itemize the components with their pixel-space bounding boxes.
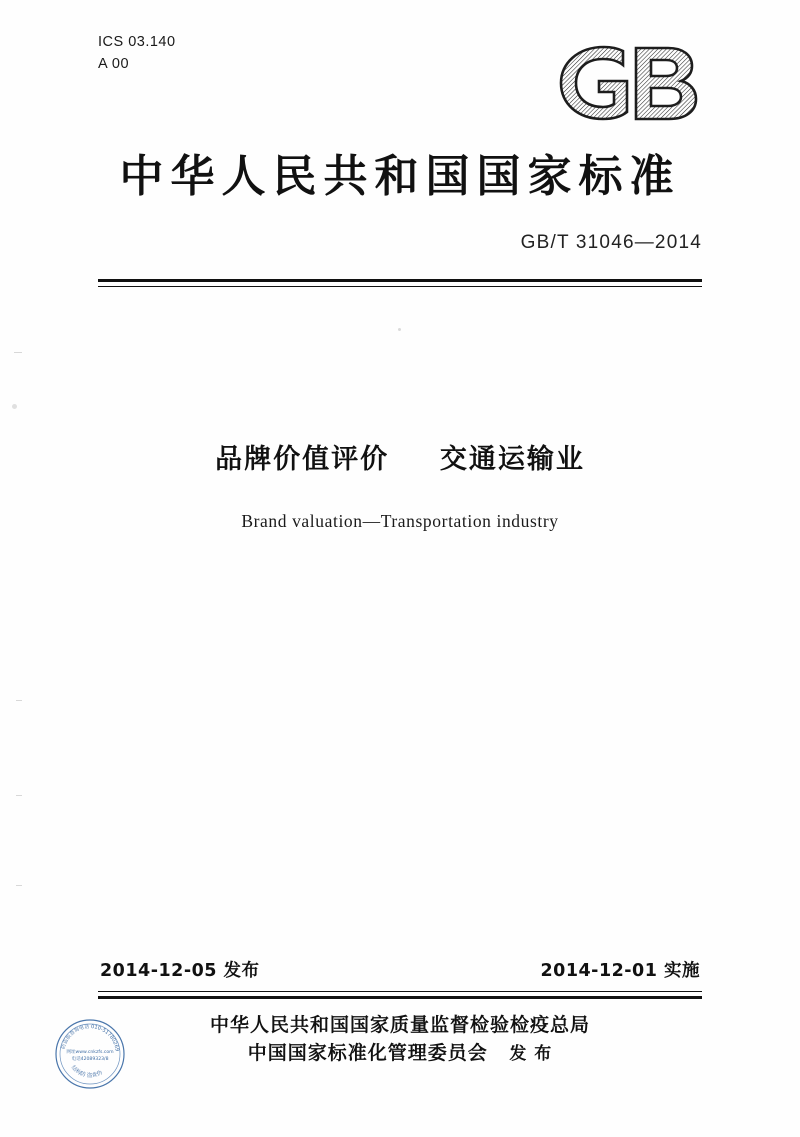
issue-date: 2014-12-05 发布 bbox=[100, 961, 260, 981]
svg-text:结构防 盗查伪: 结构防 盗查伪 bbox=[69, 1064, 104, 1080]
anti-counterfeit-seal-icon bbox=[52, 1016, 128, 1092]
scan-artifact-dot bbox=[398, 328, 401, 331]
divider-bottom-thin bbox=[98, 991, 702, 992]
margin-mark bbox=[12, 404, 17, 409]
document-title-chinese-industry: 交通运输业 bbox=[439, 444, 585, 475]
publisher-line-2: 中国国家标准化管理委员会 bbox=[247, 1041, 488, 1064]
margin-mark bbox=[16, 700, 22, 701]
publisher-line-1: 中华人民共和国国家质量监督检验检疫总局 bbox=[209, 1014, 590, 1036]
ics-class-code: A 00 bbox=[98, 55, 130, 72]
svg-text:网址www.cnkzfs.com: 网址www.cnkzfs.com bbox=[66, 1050, 114, 1055]
national-standard-heading: 中华人民共和国国家标准 bbox=[119, 151, 681, 202]
divider-bottom-thick bbox=[98, 996, 702, 999]
gb-logo-icon bbox=[552, 40, 712, 125]
publish-word: 发 布 bbox=[509, 1043, 553, 1064]
margin-mark bbox=[14, 352, 22, 353]
ics-classification-block bbox=[98, 32, 176, 76]
margin-mark bbox=[16, 885, 22, 886]
divider-top-thick bbox=[98, 279, 702, 282]
standard-number: GB/T 31046—2014 bbox=[520, 232, 702, 253]
margin-mark bbox=[16, 795, 22, 796]
svg-text:电话42089323/8: 电话42089323/8 bbox=[71, 1057, 109, 1062]
ics-code: ICS 03.140 bbox=[98, 34, 176, 50]
document-title-english: Brand valuation—Transportation industry bbox=[241, 511, 559, 531]
svg-text:防盗版查询电话 010-51780269: 防盗版查询电话 010-51780269 bbox=[60, 1023, 120, 1052]
document-title-chinese-subject: 品牌价值评价 bbox=[215, 444, 390, 475]
divider-top-thin bbox=[98, 286, 702, 287]
document-title-chinese bbox=[0, 437, 800, 476]
effective-date: 2014-12-01 实施 bbox=[540, 961, 700, 981]
